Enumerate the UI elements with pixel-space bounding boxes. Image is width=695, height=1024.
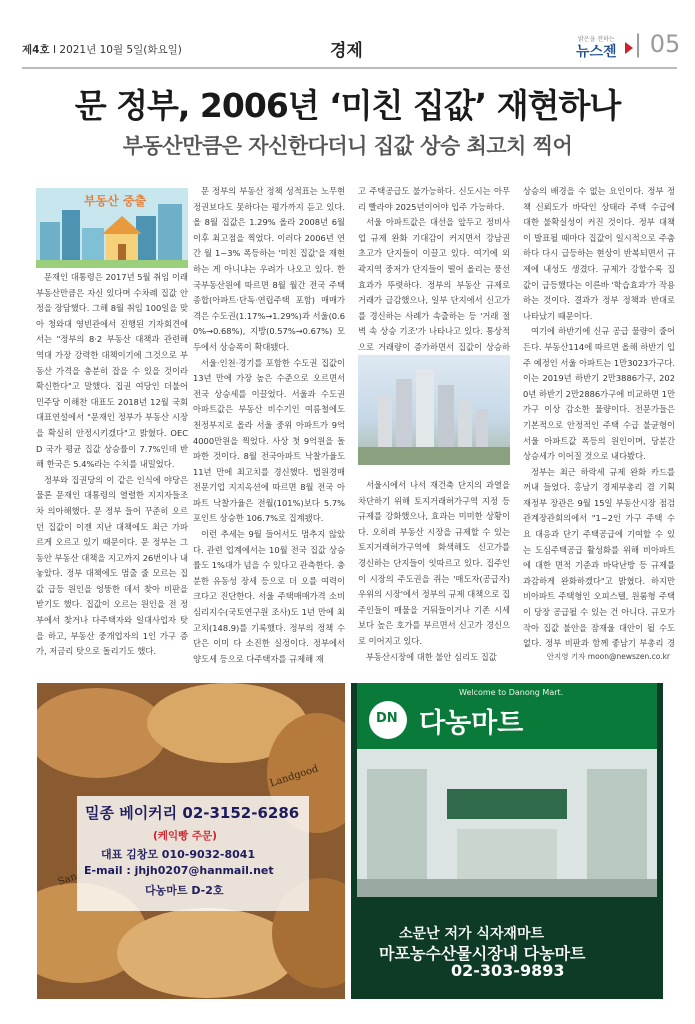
bakery-ad xyxy=(37,683,345,999)
mart-logo-text: DN xyxy=(376,711,398,726)
paragraph: 서울시에서 나서 재건축 단지의 과열을 차단하기 위해 토지거래허가구역 지정 등 규제를 강화했으나, 효과는 미미한 상황이다. 오히려 부동산 시장을 규제할 수 있는 토지거래허가구역에 화색해도 신고가를 경신하는 단지들이 잇따르고 있다. 집주인이 시장의 주도권을 쥐는 '매도자(공급자) 우위의 시장'에서 정부의 규제 대책으로 집주인들이 매물을 거둬들이거나 기존 시세보다 높은 호가를 부르면서 신고가 경신으로 이어지고 있다. xyxy=(358,480,510,646)
article-column-2 xyxy=(193,184,345,668)
paragraph: 정부는 최근 하락세 규제 완화 카드를 꺼내 들었다. 홍남기 경제부총리 겸 기획재정부 장관은 9월 15일 부동산시장 점검 관계장관회의에서 "1~2인 가구 주택 수요 대응과 단기 주택공급에 기여할 수 있는 도심주택공급 활성화를 위해 비아파트에 대한 면적 기준과 바닥난방 등 규제를 과감하게 완화하겠다"고 밝혔다. 하지만 비아파트 주택형인 오피스텔, 원룸형 주택이 당장 공급될 수 있는 건 아니다. 규모가 작아 집값 불안을 잠재울 대안이 될 수도 없다. 정부 비판과 함께 좋남기 부총리 경 xyxy=(523,466,675,649)
paragraph: 문 정부의 부동산 정책 성적표는 노무현 정권보다도 못하다는 평가까지 듣고 있다. 올 8월 집값은 1.29% 올라 2008년 6월 이후 최고점을 찍었다. 이러다 2006년 연간 월 1~3% 폭등하는 '미친 집값'을 재현하는 게 아니냐는 우려가 나오고 있다. 한국부동산원에 따르면 8월 월간 전국 주택종합(아파트·단독·연립주택 포함) 매매가격은 수도권(1.17%→1.29%)과 서울(0.60%→0.68%), 지방(0.57%→0.67%) 모두에서 상승폭이 확대됐다. xyxy=(193,186,345,352)
paragraph: 여기에 하반기에 신규 공급 물량이 줄어든다. 부동산114에 따르면 올해 하반기 입주 예정인 서울 아파트는 1만3023가구다. 이는 2019년 하반기 2만3886가구, 2020년 하반기 2만2886가구에 비교하면 1만 가구 이상 감소한 물량이다. 전문가들은 기본적으로 안정적인 주택 수급 불균형이 서울 아파트값 폭등의 원인이며, 당분간 상승세가 이어질 것으로 내다봤다. xyxy=(523,326,675,462)
store-interior-icon xyxy=(357,749,657,897)
paragraph: 부동산시장에 대한 불안 심리도 집값 xyxy=(366,651,497,662)
logo-flag-icon xyxy=(625,42,633,54)
bakery-order-note: (케익빵 주문) xyxy=(153,830,217,842)
article-headline: 문 정부, 2006년 ‘미친 집값’ 재현하나 xyxy=(74,86,621,125)
bakery-email: E-mail : jhjh0207@hanmail.net xyxy=(84,864,274,877)
article-column-1 xyxy=(36,184,188,668)
paragraph: 고 주택공급도 불가능하다. 신도시는 아무리 빨라야 2025년이어야 입주 가능하다. xyxy=(358,186,510,212)
article-column-4 xyxy=(523,184,675,652)
illustration-caption: 부동산 중출 xyxy=(84,194,147,208)
article-column-3-lower xyxy=(358,478,510,668)
page-number: | 05 xyxy=(634,30,681,58)
mart-phone: 02-303-9893 xyxy=(451,961,565,980)
newspaper-logo xyxy=(570,34,632,60)
paragraph: 상승의 배경을 수 없는 요인이다. 정부 정책 신뢰도가 바닥인 상태라 주택 수급에 대한 불확실성이 커진 것이다. 정부 대책이 발표될 때마다 집값이 일시적으로 주춤하다 다시 급등하는 현상이 반복되면서 규제에 내성도 생겼다. 규제가 강할수록 집값이 급등했다는 이른바 '학습효과'가 작용하는 것이다. 결과가 정부 정책과 반대로 나타났기 때문이다. xyxy=(523,186,675,321)
header-rule xyxy=(22,67,677,69)
issue-date-text: 2021년 10월 5일(화요일) xyxy=(59,44,182,56)
mart-welcome: Welcome to Danong Mart. xyxy=(459,688,564,697)
logo-tagline: 밝은을 전하는 xyxy=(578,36,615,43)
mart-logo-icon xyxy=(369,701,407,739)
bread-sign-landgood: Landgood xyxy=(268,763,320,790)
issue-number: 제4호 xyxy=(22,44,50,56)
apartment-buildings-icon xyxy=(358,355,510,465)
paragraph: 서울·인천·경기를 포함한 수도권 집값이 13년 만에 가장 높은 수준으로 오르면서 전국 상승세를 이끌었다. 서울과 수도권 아파트값은 부동산 비수기인 여름철에도 천정부지로 올라 서울 중위 아파트가 9억 4000만원을 찍었다. 사상 첫 9억원을 돌파한 것이다. 8월 전국아파트 낙찰가율도 11년 만에 최고치를 경신했다. 법원경매 전문기업 지지옥션에 따르면 8월 전국 아파트 낙찰가율은 전월(101%)보다 5.7%포인트 상승한 106.7%로 집계됐다. xyxy=(193,357,345,524)
page-number-text: 05 xyxy=(649,30,681,58)
store-photo xyxy=(357,749,657,897)
mart-name: 다농마트 xyxy=(419,708,524,739)
mart-tagline: 소문난 저가 식자재마트 xyxy=(399,926,544,942)
page-header xyxy=(22,30,681,66)
mart-ad xyxy=(351,683,663,999)
paragraph: 이런 추세는 9월 들어서도 멈추지 않았다. 관련 업계에서는 10월 전국 집값 상승률도 1%대가 넘을 수 있다고 관측한다. 충분한 유동성 장세 등으로 더 오를 여력이 크다고 진단한다. 서울 주택매매가격 소비심리지수(국토연구원 조사)도 1년 만에 최고치(148.9)를 기록했다. 정부의 정책 수단은 이미 다 소진한 실정이다. 정부에서 양도세 등으로 다주택자를 규제해 재 xyxy=(193,529,345,664)
article-byline: 안지영 기자 moon@newszen.co.kr xyxy=(546,652,670,661)
bakery-location: 다농마트 D-2호 xyxy=(145,884,224,897)
issue-date xyxy=(22,42,182,57)
apartment-photo xyxy=(358,355,510,465)
header-separator: I xyxy=(52,44,57,56)
bakery-owner: 대표 김창모 010-9032-8041 xyxy=(101,848,256,861)
mart-location: 마포농수산물시장내 다농마트 xyxy=(379,944,586,963)
bakery-name-phone: 밀종 베이커리 02-3152-6286 xyxy=(85,804,300,822)
paragraph: 정부와 집권당의 이 같은 인식에 야당은 물론 문재인 대통령의 열렬한 지지자들조차 의아해했다. 문 정부 들어 꾸준히 오르던 집값이 이젠 지난 대책에도 최근 가파르게 오르고 있기 때문이다. 문 정부는 그동안 부동산 대책을 지고까지 26번이나 내놓았다. 정부 대책에도 멈출 줄 모르는 집값 급등 원인을 엉뚱한 데서 찾아 비판을 받기도 했다. 집값이 오르는 원인을 전 정부에서 찾거나 다주택자와 일대사업자 탓을 하고, 부동산 중개업자의 1인 가구 증가, 저금리 탓으로 돌리기도 했다. xyxy=(36,474,188,657)
logo-name: 뉴스젠 xyxy=(576,44,617,60)
article-subhead: 부동산만큼은 자신한다더니 집값 상승 최고치 찍어 xyxy=(122,134,573,158)
section-title: 경제 xyxy=(330,41,363,61)
paragraph: 문재인 대통령은 2017년 5월 취임 이래 부동산만큼은 자신 있다며 수차례 집값 안정을 장담했다. 그해 8월 취임 100일을 맞아 청와대 영빈관에서 진행된 기자회견에서는 "정부의 8·2 부동산 대책과 관련해 역대 가장 강력한 대책이기에 그것으로 부동산 가격을 충분히 잡을 수 있을 것이라 확신한다"고 말했다. 집권 여당인 더불어민주당 이해찬 대표도 2018년 12월 국회 대표연설에서 "문재인 정부가 부동산 시장을 확실히 안정시키겠다"고 밝혔다. OECD 국가 평균 집값 상승률이 7.7%인데 반해 한국은 5.4%라는 수치를 내밀었다. xyxy=(36,272,188,470)
paragraph: 서울 아파트값은 대선을 앞두고 정비사업 규제 완화 기대감이 커지면서 강남권 초고가 단지들이 이끌고 있다. 여기에 외곽지역 중저가 단지들이 떨어 올리는 풍선효과가 뚜렷하다. 정부의 부동산 규제로 거래가 급감했으나, 일부 단지에서 신고가를 경신하는 사례가 속출하는 등 '거래 절벽 속 상승 기조'가 나타나고 있다. 통상적으로 거래량이 증가하면서 집값이 상승하 xyxy=(358,217,510,352)
